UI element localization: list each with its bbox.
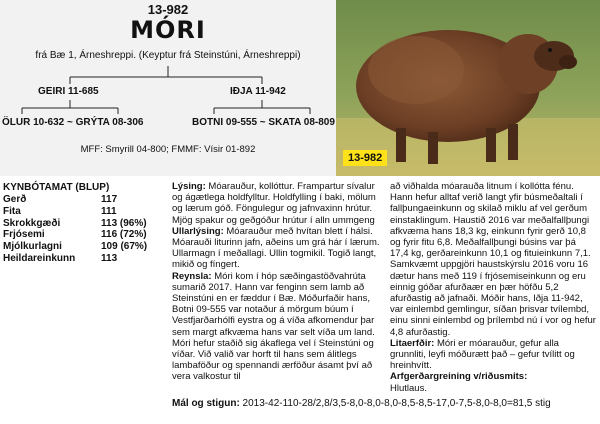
measurements-line [172,398,551,409]
reynsla-text: Móri kom í hóp sæðingastöðvahrúta sumarið 2017. Hann var fenginn sem lamb að Steinstúni en er fæddur í Bæ. Móðurfaðir hans, Botni 09-555 var notaður á mörgum búum í Vestfjarðarhólfi eystra og á víða afkomendur þar sem margt afkvæma hans var selt víða um land. Móri hefur staðið sig ákaflega vel í Steinstúni og víðar. Við valið var horft til hans sem álitlegs lambaföður og spennandi ærföður ásamt því að vera valkostur til [172,270,375,383]
blup-label: Skrokkgæði [3,217,61,229]
sire: GEIRI 11-685 [38,86,99,97]
ullar-text: Móarauður með hvítan blett í hálsi. Móarauði liturinn jafn, aðeins um grá hár í lærum. Ullarmagn í meðallagi. Ullin togmikil. Togið langt, mikið og fíngert. [172,225,380,271]
maternal-grandparents: BOTNI 09-555 ~ SKATA 08-809 [192,117,335,128]
reynsla-paragraph [172,271,382,383]
blup-value: 109 (67%) [101,241,148,253]
litar-paragraph [390,338,596,372]
arfger-label: Arfgerðargreining v/riðusmits: [390,371,528,383]
blup-label: Frjósemi [3,229,45,241]
table-row [3,229,169,241]
blup-value: 116 (72%) [101,229,147,241]
blup-label: Fita [3,205,21,217]
table-row [3,194,169,206]
ram-name: MÓRI [130,16,206,44]
photo-tag: 13-982 [343,150,387,166]
ullar-label: Ullarlýsing: [172,225,224,237]
blup-label: Heildareinkunn [3,252,76,264]
blup-label: Gerð [3,194,27,205]
blup-value: 117 [101,194,118,205]
extended-pedigree: MFF: Smyrill 04-800; FMMF: Vísir 01-892 [80,144,256,155]
blup-value: 113 [101,252,118,264]
ullar-paragraph [172,226,382,271]
blup-title: KYNBÓTAMAT (BLUP) [3,182,110,193]
table-row [3,241,169,253]
blup-value: 113 (96%) [101,217,147,229]
continued-text: að viðhalda móarauða litnum í kollótta fénu. Hann hefur alltaf verið langt yfir búsmeðaltali í fallþungaeinkunn og skilað miklu af vel gerðum einstaklingum. Haustið 2016 var meðalfallþungi afkvæma hans 18,3 kg, einkunn fyrir gerð 10,8 og fyrir fitu 6,8. Meðalfallþungi búsins var þá 17,4 kg, gerðareinkunn 10,1 og fituieinkunn 7,1. Samkvæmt uppgjöri haustskýrslu 2016 voru 16 dætur hans með 119 í frjósemiseinkunn og eru einnig góðar afurðaær en þær höfðu 5,2 afurðastig að jafnaði. Móðir hans, Iðja 11-942, var einlembd gemlingur, síðan þrisvar tvílembd, einu sinni einlembd og þrílembd nú í vor og hefur 4,8 afurðastig. [390,181,596,338]
blup-value: 111 [101,205,117,217]
lysing-text: Móarauður, kollóttur. Frampartur sívalur og ágætlega holdfylltur. Holdfylling í baki, mölum og lærum góð. Föngulegur og jafnvaxinn hrútur. Mjög spakur og geðgóður hrútur í alln ummgeng [172,181,376,226]
table-row [3,218,169,230]
lysing-label: Lýsing: [172,181,206,192]
table-row [3,253,169,265]
mal-text: 2013-42-110-28/2,8/3,5-8,0-8,0-8,0-8,5-8,5-17,0-7,5-8,0-8,0=81,5 stig [239,398,551,409]
origin-text: frá Bæ 1, Árneshreppi. (Keyptur frá Steinstúni, Árneshreppi) [35,50,301,61]
lysing-paragraph [172,181,382,226]
dam: IÐJA 11-942 [230,86,286,97]
paternal-grandparents: ÖLUR 10-632 ~ GRÝTA 08-306 [2,117,144,128]
mal-label: Mál og stigun: [172,398,240,409]
blup-table [3,182,169,265]
litar-label: Litaerfðir: [390,337,435,349]
arfger-text: Hlutlaus. [390,382,427,394]
description-column-2 [390,181,596,394]
table-row [3,206,169,218]
reynsla-label: Reynsla: [172,270,212,282]
description-column-1 [172,181,382,383]
litar-text: Móri er móarauður, gefur alla grunnliti, leyfi móðurætt það – gefur tvílitt og hreinhvítt. [390,337,575,372]
registration-number: 13-982 [147,2,189,17]
blup-label: Mjólkurlagni [3,241,62,253]
